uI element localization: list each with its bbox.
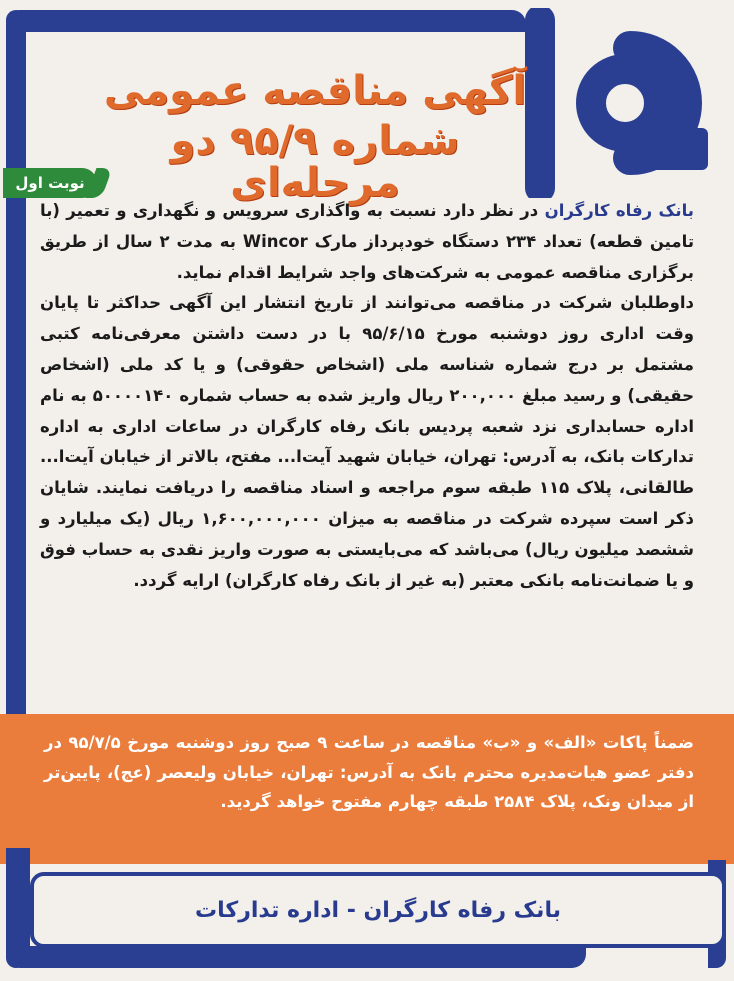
- edition-badge: نوبت اول: [3, 168, 97, 198]
- announcement-body: [40, 196, 694, 596]
- signature-box: [30, 872, 726, 948]
- footer-bottom-band: [6, 946, 586, 968]
- title-line-2: شماره ۹۵/۹ دو مرحله‌ای: [170, 118, 460, 206]
- bank-name-lead: بانک رفاه کارگران: [544, 201, 694, 220]
- title-block: [80, 70, 550, 204]
- paragraph-1: [40, 196, 694, 288]
- top-border-band: [6, 10, 526, 32]
- notice-text: ضمناً پاکات «الف» و «ب» مناقصه در ساعت ۹ صبح روز دوشنبه مورخ ۹۵/۷/۵ در دفتر عضو هیات‌مدیره محترم بانک به آدرس: تهران، خیابان ولیعصر (عج)، پایین‌تر از میدان ونک، پلاک ۲۵۸۴ طبقه چهارم مفتوح خواهد گردید.: [44, 733, 694, 811]
- signature-text: بانک رفاه کارگران - اداره تدارکات: [195, 897, 561, 923]
- paragraph-2: داوطلبان شرکت در مناقصه می‌توانند از تاریخ انتشار این آگهی حداکثر تا پایان وقت اداری روز دوشنبه مورخ ۹۵/۶/۱۵ با در دست داشتن معرفی‌نامه کتبی مشتمل بر درج شماره شناسه ملی (اشخاص حقوقی) و یا کد ملی (اشخاص حقیقی) و رسید مبلغ ۲۰۰,۰۰۰ ریال واریز شده به حساب شماره ۵۰۰۰۰۱۴۰ به نام اداره حسابداری نزد شعبه پردیس بانک رفاه کارگران در ساعات اداری به اداره تدارکات بانک، به آدرس: تهران، خیابان شهید آیت‌ا... مفتح، بالاتر از خیابان آیت‌ا... طالقانی، پلاک ۱۱۵ طبقه سوم مراجعه و اسناد مناقصه را دریافت نمایند. شایان ذکر است سپرده شرکت در مناقصه به میزان ۱,۶۰۰,۰۰۰,۰۰۰ ریال (یک میلیارد و ششصد میلیون ریال) می‌باشد که می‌بایستی به صورت واریز نقدی به حساب فوق و یا ضمانت‌نامه بانکی معتبر (به غیر از بانک رفاه کارگران) ارایه گردد.: [40, 293, 695, 590]
- title-line-1: آگهی مناقصه عمومی: [103, 68, 527, 114]
- paragraph-1-text: در نظر دارد نسبت به واگذاری سرویس و نگهداری و تعمیر (با تامین قطعه) تعداد ۲۳۴ دستگاه خودپرداز مارک Wincor به مدت ۲ سال از طریق برگزاری مناقصه عمومی به شرکت‌های واجد شرایط اقدام نماید.: [40, 201, 695, 282]
